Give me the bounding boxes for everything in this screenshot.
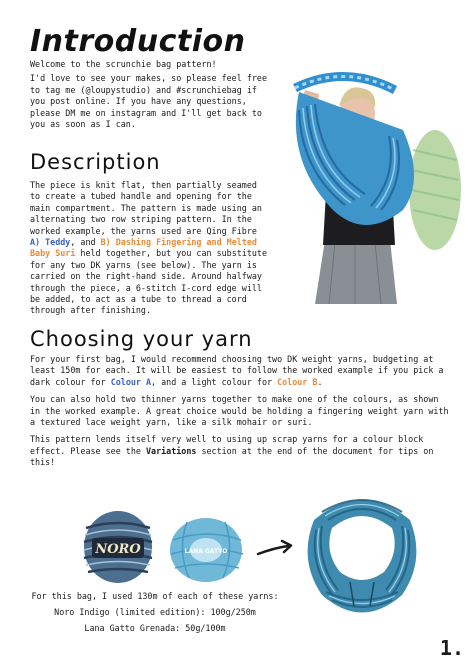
caption-line-1: For this bag, I used 130m of each of these yarns: bbox=[31, 591, 279, 601]
choosing-yarn-heading: Choosing your yarn bbox=[30, 327, 253, 351]
intro-body: I'd love to see your makes, so please feel free to tag me (@loupystudio) and #scrunchiebag if you post online. If you have any questions, please DM me on instagram and I'll get back to you as soon as I can. bbox=[30, 73, 267, 130]
lana-gatto-yarn-image bbox=[167, 510, 245, 586]
description-paragraph: The piece is knit flat, then partially seamed to create a tubed handle and opening for the main compartment. The pattern is made using an alternating two row striping pattern. In the worked example, the yarns used are Qing Fibre A) Teddy, and B) Dashing Fingering and Melted Baby Suri held together, but you can substitute for any two DK yarns (see below). The yarn is carried on the right-hand side. Around halfway through the piece, a 6-stitch I-cord edge will be added, to act as a tube to thread a cord through after finishing. bbox=[30, 180, 267, 316]
colour-b-yarn: B) Dashing Fingering and Melted Baby Suri bbox=[30, 237, 257, 259]
choosing-yarn-text bbox=[30, 354, 452, 475]
lana-gatto-label-text: LANA GATTO bbox=[184, 548, 228, 555]
description-text bbox=[30, 180, 270, 323]
page-number: 1. bbox=[439, 636, 464, 660]
intro-heading: Introduction bbox=[30, 24, 246, 59]
arrow-icon bbox=[256, 538, 296, 558]
noro-yarn-image bbox=[80, 508, 156, 586]
description-heading: Description bbox=[30, 150, 161, 174]
choosing-paragraph-1: For your first bag, I would recommend choosing two DK weight yarns, budgeting at least 150m for each. It will be easiest to follow the worked example if you pick a dark colour for Colour A, and a light colour for Colour B. bbox=[30, 354, 444, 387]
colour-a-label: Colour A bbox=[110, 376, 152, 387]
yarn-caption bbox=[20, 588, 290, 636]
colour-b-label: Colour B bbox=[277, 376, 318, 387]
choosing-paragraph-2: You can also hold two thinner yarns together to make one of the colours, as shown in the worked example. A great choice would be holding a fingering weight yarn with a textured lace weight yarn, like a silk mohair or suri. bbox=[30, 394, 449, 428]
finished-bag-image bbox=[302, 490, 422, 622]
model-photo bbox=[285, 70, 461, 304]
noro-label-text: NORO bbox=[95, 542, 141, 557]
choosing-paragraph-3: This pattern lends itself very well to using up scrap yarns for a colour block effect. Please see the Variations section at the end of the document for tips on this! bbox=[30, 434, 434, 468]
intro-text bbox=[30, 59, 270, 136]
intro-welcome: Welcome to the scrunchie bag pattern! bbox=[30, 59, 217, 69]
caption-line-3: Lana Gatto Grenada: 50g/100m bbox=[84, 623, 226, 633]
variations-link: Variations bbox=[145, 445, 197, 456]
caption-line-2: Noro Indigo (limited edition): 100g/250m bbox=[54, 607, 256, 617]
colour-a-yarn: A) Teddy bbox=[30, 237, 71, 248]
